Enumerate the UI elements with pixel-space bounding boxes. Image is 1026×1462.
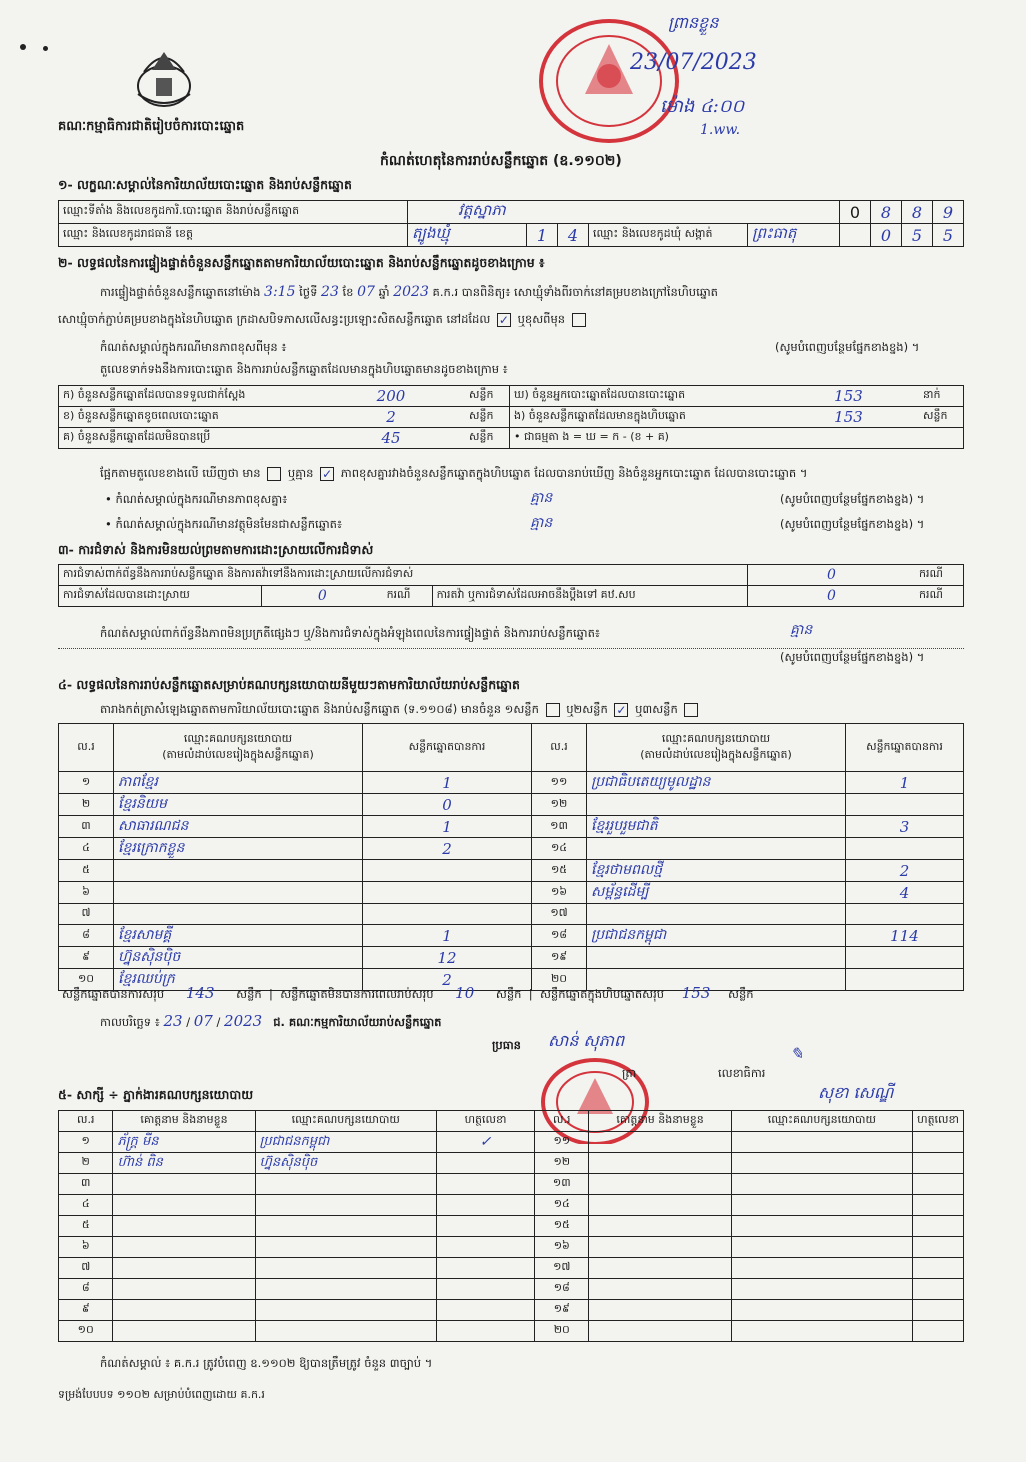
witness-number: ១៦ [535, 1237, 589, 1258]
witness-signature [437, 1174, 535, 1195]
party-number: ១១ [532, 772, 587, 794]
fill-more-note: (សូមបំពេញបន្ថែមផ្នែកខាងខ្នង) ។ [775, 340, 920, 354]
resolved-value: 0 [262, 586, 383, 607]
fill-more-note: (សូមបំពេញបន្ថែមផ្នែកខាងខ្នង) ។ [780, 650, 925, 664]
ballots-in-box-value: 153 [778, 407, 919, 428]
witness-party [255, 1174, 436, 1195]
party-number: ១៧ [532, 904, 587, 925]
form-footer: ទម្រង់បែបបទ ១១០២ សម្រាប់បំពេញដោយ គ.ក.រ [58, 1388, 265, 1401]
party-name [114, 882, 363, 904]
party-number: ៥ [59, 860, 114, 882]
witness-number: ១ [59, 1132, 113, 1153]
party-number: ២០ [532, 969, 587, 991]
witness-number: ៥ [59, 1216, 113, 1237]
fill-more-note: (សូមបំពេញបន្ថែមផ្នែកខាងខ្នង) ។ [780, 492, 925, 506]
table-row [59, 1195, 964, 1216]
seal-label: ត្រា [622, 1066, 637, 1080]
commune-code-digit: 5 [902, 224, 933, 247]
col-party: ឈ្មោះគណបក្សនយោបាយ (តាមលំដាប់លេខរៀងក្នុងសន្លឹកឆ្នោត) [114, 724, 363, 772]
witness-name: ភ័ក្ត្រ មីន [113, 1132, 255, 1153]
signing-day: 23 [163, 1012, 183, 1030]
party-number: ៦ [59, 882, 114, 904]
total-invalid-value: 10 [455, 984, 475, 1002]
witness-name [589, 1300, 731, 1321]
secretary-label: លេខាធិការ [718, 1066, 766, 1080]
party-votes: 3 [846, 816, 964, 838]
col-party: ឈ្មោះគណបក្សនយោបាយ [731, 1111, 913, 1132]
party-name [587, 838, 846, 860]
witness-signature [913, 1174, 964, 1195]
table-row [59, 1153, 964, 1174]
table-row [59, 882, 964, 904]
col-signature: ហត្ថលេខា [913, 1111, 964, 1132]
party-votes: 1 [363, 772, 532, 794]
witness-name [113, 1174, 255, 1195]
party-votes: 12 [363, 947, 532, 969]
witness-name [589, 1195, 731, 1216]
section2-heading: ២- លទ្ធផលនៃការផ្ទៀងផ្ទាត់ចំនួនសន្លឹកឆ្នោតតាមការិយាល័យបោះឆ្នោត និងរាប់សន្លឹកឆ្នោតដូចខាងក្រោម ៖ [58, 255, 545, 270]
witness-party [255, 1195, 436, 1216]
has-difference-checkbox[interactable] [267, 467, 281, 481]
difference-note-value: គ្មាន [530, 490, 553, 506]
verification-day: 23 [321, 284, 339, 300]
party-votes-table [58, 723, 964, 991]
irregularity-note-label: កំណត់សម្គាល់ពាក់ព័ន្ធនឹងភាពមិនប្រក្រតីផ្សេងៗ ឬ/និងការជំទាស់ក្នុងអំឡុងពេលនៃការផ្ទៀងផ្ទាត់ និងការរាប់សន្លឹកឆ្នោត៖ [100, 626, 600, 640]
witness-name [113, 1195, 255, 1216]
table-row [59, 947, 964, 969]
witness-signature: ✓ [437, 1132, 535, 1153]
foreign-object-note-value: គ្មាន [530, 515, 553, 531]
witness-signature [437, 1216, 535, 1237]
unit-label: សន្លឹក [465, 386, 510, 407]
witness-name [589, 1279, 731, 1300]
table-row [59, 1174, 964, 1195]
witness-number: ១៣ [535, 1174, 589, 1195]
formula-note: • ជាធម្មតា ង = ឃ = ក - (ខ + គ) [510, 428, 964, 449]
section3-heading: ៣- ការជំទាស់ និងការមិនយល់ព្រមតាមការដោះស្រាយលើការជំទាស់ [58, 542, 374, 557]
signing-date-line: កាលបរិច្ឆេទ ៖ 23 / 07 / 2023 ជ. គណៈកម្មការិយាល័យរាប់សន្លឹកឆ្នោត [100, 1012, 442, 1030]
witness-name [589, 1174, 731, 1195]
table-row [59, 1279, 964, 1300]
witness-number: ២០ [535, 1321, 589, 1342]
station-code-digit: 8 [902, 201, 933, 224]
witness-signature [913, 1195, 964, 1216]
party-number: ៤ [59, 838, 114, 860]
witness-name [113, 1216, 255, 1237]
verification-time: 3:15 [264, 284, 296, 300]
witness-signature [913, 1153, 964, 1174]
resolved-label: ការជំទាស់ដែលបានដោះស្រាយ [59, 586, 262, 607]
signing-month: 07 [193, 1012, 213, 1030]
col-name: គោត្តនាម និងនាមខ្លួន [113, 1111, 255, 1132]
sheet-count-line: តារាងកត់ត្រាសំឡេងឆ្នោតតាមការិយាល័យបោះឆ្នោត និងរាប់សន្លឹកឆ្នោត (ទ.១១០៨) មានចំនួន ១សន្លឹក ឬ២សន្លឹក ✓ ឬ៣សន្លឹក [100, 702, 701, 719]
party-name: ខ្មែរឈប់ក្រ [114, 969, 363, 991]
witness-name [589, 1321, 731, 1342]
chair-signature: សាន់ សុភាព [548, 1031, 625, 1050]
secretary-name: សុខា សេណ្ឌី [818, 1083, 894, 1102]
witness-party: ប្រជាជនកម្ពុជា [255, 1132, 436, 1153]
party-name [587, 904, 846, 925]
unit-label: ករណី [915, 586, 964, 607]
province-label: ឈ្មោះ និងលេខកូដរាជធានី ខេត្ត [59, 224, 408, 247]
party-name: សាធារណជន [114, 816, 363, 838]
witness-signature [913, 1321, 964, 1342]
witness-name [113, 1279, 255, 1300]
party-votes [846, 904, 964, 925]
table-row [59, 1132, 964, 1153]
station-code-digit: 0 [840, 201, 871, 224]
total-box-value: 153 [681, 984, 711, 1002]
witness-signature [913, 1279, 964, 1300]
witness-number: ២ [59, 1153, 113, 1174]
witness-signature [437, 1195, 535, 1216]
spoiled-ballots-label: ខ) ចំនួនសន្លឹកឆ្នោតខូចពេលបោះឆ្នោត [59, 407, 318, 428]
punch-hole [20, 44, 26, 50]
station-name-value: វត្តស្នាភា [408, 201, 840, 224]
witness-name [589, 1153, 731, 1174]
col-no: ល.រ [59, 1111, 113, 1132]
party-name: សម្ព័ន្ធដើម្បី [587, 882, 846, 904]
party-number: ១០ [59, 969, 114, 991]
party-number: ១៣ [532, 816, 587, 838]
table-row [59, 1216, 964, 1237]
witness-name [113, 1237, 255, 1258]
appeal-value: 0 [748, 586, 916, 607]
party-votes: 4 [846, 882, 964, 904]
complaints-table [58, 564, 964, 607]
table-row [59, 925, 964, 947]
table-row [59, 860, 964, 882]
difference-note-label: • កំណត់សម្គាល់ក្នុងករណីមានភាពខុសគ្នា៖ [105, 492, 288, 506]
table-row [59, 1321, 964, 1342]
note-changed: កំណត់សម្គាល់ក្នុងករណីមានភាពខុសពីមុន ៖ [100, 340, 287, 354]
received-ballots-label: ក) ចំនួនសន្លឹកឆ្នោតដែលបានទទួលជាក់ស្ដែង [59, 386, 318, 407]
witness-party [731, 1174, 913, 1195]
witness-party [731, 1279, 913, 1300]
witness-party [731, 1132, 913, 1153]
witness-party [731, 1258, 913, 1279]
province-value: ត្បូងឃ្មុំ [408, 224, 527, 247]
witness-number: ១១ [535, 1132, 589, 1153]
witness-signature [437, 1300, 535, 1321]
witness-name [113, 1321, 255, 1342]
party-number: ១៤ [532, 838, 587, 860]
station-code-digit: 9 [933, 201, 964, 224]
unit-label: សន្លឹក [919, 407, 964, 428]
witness-number: ៤ [59, 1195, 113, 1216]
witness-number: ១៩ [535, 1300, 589, 1321]
received-ballots-value: 200 [317, 386, 465, 407]
party-name: ហ្វ៊ុនស៊ិនប៉ិច [114, 947, 363, 969]
col-name: គោត្តនាម និងនាមខ្លួន [589, 1111, 731, 1132]
total-valid-value: 143 [185, 984, 215, 1002]
unit-label: ករណី [383, 586, 433, 607]
party-votes: 2 [363, 838, 532, 860]
witness-number: ៧ [59, 1258, 113, 1279]
party-name: ខ្មែររួបរួមជាតិ [587, 816, 846, 838]
form-title: កំណត់ហេតុនៃការរាប់សន្លឹកឆ្នោត (ឧ.១១០២) [380, 153, 622, 169]
appeal-label: ការតវ៉ា ឬការជំទាស់ដែលអាចនឹងប្ដឹងទៅ គឋ.សប [432, 586, 747, 607]
changed-checkbox[interactable] [572, 313, 586, 327]
witness-name [589, 1258, 731, 1279]
witness-number: ១៤ [535, 1195, 589, 1216]
foreign-object-note-label: • កំណត់សម្គាល់ក្នុងករណីមានវត្ថុមិនមែនជាសន្លឹកឆ្នោត៖ [105, 517, 343, 531]
section1-heading: ១- លក្ខណៈសម្គាល់នៃការិយាល័យបោះឆ្នោត និងរាប់សន្លឹកឆ្នោត [58, 177, 352, 192]
party-name: ប្រជាធិបតេយ្យមូលដ្ឋាន [587, 772, 846, 794]
seal-check-line: សោឃ្មុំចាក់ភ្ជាប់គម្របខាងក្នុងនៃហិបឆ្នោត ក្រដាសបិទភាសលើសន្ធះប្រឡោះសិតសន្លឹកឆ្នោត នៅដដែល ✓ ឬខុសពីមុន [58, 312, 589, 329]
witness-party: ហ្វ៊ុនស៊ិនប៉ិច [255, 1153, 436, 1174]
party-name: ខ្មែរថាមពលថ្មី [587, 860, 846, 882]
witness-signature [913, 1216, 964, 1237]
witness-table [58, 1110, 964, 1342]
secretary-signature: ✎ [790, 1044, 804, 1063]
witness-party [255, 1237, 436, 1258]
station-code-digit: 8 [871, 201, 902, 224]
witness-party [255, 1321, 436, 1342]
spoiled-ballots-value: 2 [317, 407, 465, 428]
unchanged-checkbox[interactable]: ✓ [498, 312, 509, 327]
witness-party [255, 1300, 436, 1321]
verification-year: 2023 [393, 284, 429, 300]
party-name: ខ្មែរនិយម [114, 794, 363, 816]
party-name [587, 794, 846, 816]
unused-ballots-value: 45 [317, 428, 465, 449]
witness-name [113, 1258, 255, 1279]
unit-label: សន្លឹក [465, 428, 510, 449]
party-votes [363, 882, 532, 904]
witness-signature [437, 1321, 535, 1342]
party-number: ១៩ [532, 947, 587, 969]
fill-more-note: (សូមបំពេញបន្ថែមផ្នែកខាងខ្នង) ។ [780, 517, 925, 531]
party-number: ៩ [59, 947, 114, 969]
table-row [59, 794, 964, 816]
nec-logo-icon [130, 42, 198, 114]
province-code-digit: 1 [527, 224, 558, 247]
party-name: ភាពខ្មែរ [114, 772, 363, 794]
table-row [59, 1258, 964, 1279]
table-row [59, 1237, 964, 1258]
signing-year: 2023 [224, 1012, 263, 1030]
dotted-line [58, 648, 964, 649]
chair-label: ប្រធាន [492, 1038, 521, 1052]
witness-number: ៣ [59, 1174, 113, 1195]
party-number: ១៨ [532, 925, 587, 947]
footnote: កំណត់សម្គាល់ ៖ គ.ក.រ ត្រូវបំពេញ ឧ.១១០២ ឱ្យបានត្រឹមត្រូវ ចំនួន ៣ច្បាប់ ។ [100, 1356, 433, 1370]
party-votes [846, 969, 964, 991]
complaints-label: ការជំទាស់ពាក់ព័ន្ធនឹងការរាប់សន្លឹកឆ្នោត និងការតវ៉ាទៅនឹងការដោះស្រាយលើការជំទាស់ [59, 565, 748, 586]
party-votes: 114 [846, 925, 964, 947]
col-votes: សន្លឹកឆ្នោតបានការ [363, 724, 532, 772]
witness-number: ១៧ [535, 1258, 589, 1279]
section5-heading: ៥- សាក្សី ÷ ភ្នាក់ងារគណបក្សនយោបាយ [58, 1087, 254, 1102]
party-name [114, 860, 363, 882]
party-votes [846, 947, 964, 969]
witness-party [731, 1321, 913, 1342]
complaints-value: 0 [748, 565, 916, 586]
party-name [114, 904, 363, 925]
witness-number: ៦ [59, 1237, 113, 1258]
ballots-in-box-label: ង) ចំនួនសន្លឹកឆ្នោតដែលមានក្នុងហិបឆ្នោត [510, 407, 779, 428]
col-no: ល.រ [59, 724, 114, 772]
party-name: ខ្មែរសាមគ្គី [114, 925, 363, 947]
party-number: ១៦ [532, 882, 587, 904]
witness-party [731, 1237, 913, 1258]
col-party: ឈ្មោះគណបក្សនយោបាយ (តាមលំដាប់លេខរៀងក្នុងសន្លឹកឆ្នោត) [587, 724, 846, 772]
col-party: ឈ្មោះគណបក្សនយោបាយ [255, 1111, 436, 1132]
commune-value: ព្រះធាតុ [748, 224, 840, 247]
witness-signature [913, 1300, 964, 1321]
witness-number: ១០ [59, 1321, 113, 1342]
irregularity-note-value: គ្មាន [790, 622, 813, 638]
totals-line: សន្លឹកឆ្នោតបានការសរុប 143 សន្លឹក | សន្លឹកឆ្នោតមិនបានការពេលរាប់សរុប 10 សន្លឹក | សន្លឹកឆ្នោតក្នុងហិបឆ្នោតសរុប 153 សន្លឹក [62, 984, 754, 1002]
witness-party [731, 1153, 913, 1174]
commune-label: ឈ្មោះ និងលេខកូដឃុំ សង្កាត់ [589, 224, 748, 247]
party-votes: 1 [363, 816, 532, 838]
witness-party [255, 1258, 436, 1279]
col-no: ល.រ [532, 724, 587, 772]
unit-label: នាក់ [919, 386, 964, 407]
verification-line: ការផ្ទៀងផ្ទាត់ចំនួនសន្លឹកឆ្នោតនៅម៉ោង 3:15 ថ្ងៃទី 23 ខែ 07 ឆ្នាំ 2023 គ.ក.រ បានពិនិត្យ៖ សោឃ្មុំទាំងពីរចាក់នៅគម្របខាងក្រៅនៃហិបឆ្នោត [100, 284, 718, 300]
witness-number: ១៥ [535, 1216, 589, 1237]
table-row [59, 772, 964, 794]
witness-number: ៩ [59, 1300, 113, 1321]
commune-code-digit: 5 [933, 224, 964, 247]
party-name: ប្រជាជនកម្ពុជា [587, 925, 846, 947]
difference-line: ផ្អែកតាមតួលេខខាងលើ ឃើញថា មាន ឬគ្មាន ✓ ភាពខុសគ្នារវាងចំនួនសន្លឹកឆ្នោតក្នុងហិបឆ្នោត ដែលបានរាប់ឃើញ និងចំនួនអ្នកបោះឆ្នោត ដែលបានបោះឆ្នោត ។ [100, 466, 808, 481]
commune-code-digit: 0 [871, 224, 902, 247]
section4-heading: ៤- លទ្ធផលនៃការរាប់សន្លឹកឆ្នោតសម្រាប់គណបក្សនយោបាយនីមួយៗតាមការិយាល័យរាប់សន្លឹកឆ្នោត [58, 677, 520, 692]
committee-name: គណៈកម្មាធិការជាតិរៀបចំការបោះឆ្នោត [58, 119, 245, 134]
witness-name: ហ៊ាន់ ពិន [113, 1153, 255, 1174]
party-name [587, 947, 846, 969]
party-number: ៧ [59, 904, 114, 925]
witness-name [113, 1300, 255, 1321]
witness-number: ១២ [535, 1153, 589, 1174]
witness-party [255, 1279, 436, 1300]
witness-signature [437, 1279, 535, 1300]
party-votes [363, 904, 532, 925]
one-sheet-checkbox[interactable] [546, 703, 560, 717]
col-votes: សន្លឹកឆ្នោតបានការ [846, 724, 964, 772]
col-signature: ហត្ថលេខា [437, 1111, 535, 1132]
unit-label: សន្លឹក [465, 407, 510, 428]
witness-party [731, 1195, 913, 1216]
witness-party [731, 1216, 913, 1237]
figures-intro: តួលេខទាក់ទងនឹងការបោះឆ្នោត និងការរាប់សន្លឹកឆ្នោតដែលមានក្នុងហិបឆ្នោតមានដូចខាងក្រោម ៖ [100, 362, 508, 376]
witness-number: ១៨ [535, 1279, 589, 1300]
witness-number: ៨ [59, 1279, 113, 1300]
punch-hole [43, 46, 48, 51]
witness-signature [437, 1258, 535, 1279]
party-number: ៣ [59, 816, 114, 838]
witness-signature [437, 1237, 535, 1258]
witness-party [731, 1300, 913, 1321]
party-votes: 0 [363, 794, 532, 816]
table-row [59, 904, 964, 925]
table-row [59, 1300, 964, 1321]
received-date-note: ព្រានខ្លួន 23/07/2023 ម៉ោង ៤:០០ 1.ww. [630, 13, 757, 138]
witness-party [255, 1216, 436, 1237]
voters-voted-label: ឃ) ចំនួនអ្នកបោះឆ្នោតដែលបានបោះឆ្នោត [510, 386, 779, 407]
ballot-figures-table [58, 385, 964, 449]
witness-signature [437, 1153, 535, 1174]
party-number: ១ [59, 772, 114, 794]
party-number: ១២ [532, 794, 587, 816]
party-number: ៨ [59, 925, 114, 947]
witness-signature [913, 1258, 964, 1279]
party-votes [846, 838, 964, 860]
two-sheets-checkbox[interactable]: ✓ [616, 702, 627, 717]
province-code-digit: 4 [558, 224, 589, 247]
unit-label: ករណី [915, 565, 964, 586]
party-number: ១៥ [532, 860, 587, 882]
unused-ballots-label: គ) ចំនួនសន្លឹកឆ្នោតដែលមិនបានប្រើ [59, 428, 318, 449]
voters-voted-value: 153 [778, 386, 919, 407]
party-votes: 1 [846, 772, 964, 794]
col-no: ល.រ [535, 1111, 589, 1132]
station-name-label: ឈ្មោះទីតាំង និងលេខកូដការិ.បោះឆ្នោត និងរាប់សន្លឹកឆ្នោត [59, 201, 408, 224]
witness-name [589, 1216, 731, 1237]
party-votes: 1 [363, 925, 532, 947]
party-number: ២ [59, 794, 114, 816]
party-votes: 2 [363, 969, 532, 991]
no-difference-checkbox[interactable]: ✓ [322, 466, 333, 481]
verification-month: 07 [357, 284, 375, 300]
witness-name [589, 1132, 731, 1153]
party-votes: 2 [846, 860, 964, 882]
witness-signature [913, 1132, 964, 1153]
table-row [59, 838, 964, 860]
party-votes [846, 794, 964, 816]
table-row [59, 816, 964, 838]
witness-signature [913, 1237, 964, 1258]
three-sheets-checkbox[interactable] [684, 703, 698, 717]
witness-name [589, 1237, 731, 1258]
polling-station-table [58, 200, 964, 247]
party-votes [363, 860, 532, 882]
party-name: ខ្មែរក្រោកខ្លួន [114, 838, 363, 860]
